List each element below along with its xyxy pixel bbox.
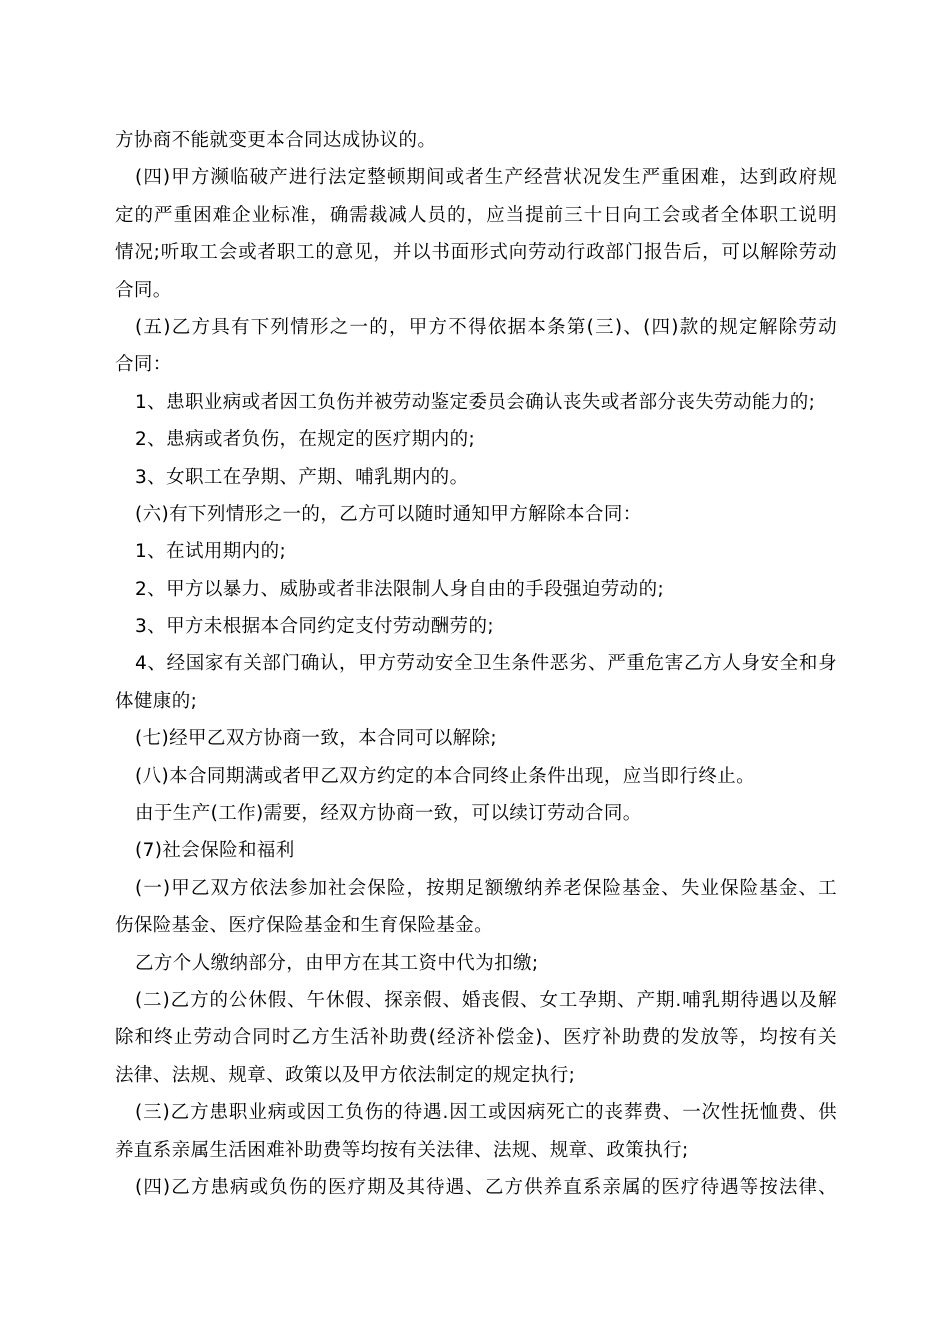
text-line: (七)经甲乙双方协商一致，本合同可以解除;: [135, 728, 498, 750]
text-line: (五)乙方具有下列情形之一的，甲方不得依据本条第(三)、(四)款的规定解除劳动: [135, 316, 837, 338]
text-line: 3、女职工在孕期、产期、哺乳期内的。: [135, 466, 469, 488]
text-line: 定的严重困难企业标准，确需裁减人员的，应当提前三十日向工会或者全体职工说明: [115, 204, 837, 226]
text-line: 乙方个人缴纳部分，由甲方在其工资中代为扣缴;: [135, 952, 539, 974]
text-line: 1、患职业病或者因工负伤并被劳动鉴定委员会确认丧失或者部分丧失劳动能力的;: [135, 391, 816, 413]
text-line: (六)有下列情形之一的，乙方可以随时通知甲方解除本合同：: [135, 503, 642, 525]
text-line: (二)乙方的公休假、午休假、探亲假、婚丧假、女工孕期、产期.哺乳期待遇以及解: [135, 989, 837, 1011]
text-line: 除和终止劳动合同时乙方生活补助费(经济补偿金)、医疗补助费的发放等，均按有关: [115, 1027, 837, 1049]
text-line: 由于生产(工作)需要，经双方协商一致，可以续订劳动合同。: [135, 803, 642, 825]
text-line: (四)甲方濒临破产进行法定整顿期间或者生产经营状况发生严重困难，达到政府规: [135, 167, 837, 189]
text-line: 养直系亲属生活困难补助费等均按有关法律、法规、规章、政策执行;: [115, 1139, 689, 1161]
text-line: 4、经国家有关部门确认，甲方劳动安全卫生条件恶劣、严重危害乙方人身安全和身: [135, 653, 837, 675]
text-line: (八)本合同期满或者甲乙双方约定的本合同终止条件出现，应当即行终止。: [135, 765, 756, 787]
text-line: 3、甲方未根据本合同约定支付劳动酬劳的;: [135, 616, 495, 638]
text-line: (三)乙方患职业病或因工负伤的待遇.因工或因病死亡的丧葬费、一次性抚恤费、供: [135, 1102, 837, 1124]
text-line: 伤保险基金、医疗保险基金和生育保险基金。: [115, 915, 494, 937]
text-line: 1、在试用期内的;: [135, 541, 287, 563]
text-line: (四)乙方患病或负伤的医疗期及其待遇、乙方供养直系亲属的医疗待遇等按法律、: [135, 1176, 837, 1198]
text-line: 方协商不能就变更本合同达成协议的。: [115, 130, 437, 151]
document-body: [115, 122, 837, 1206]
text-line: 2、甲方以暴力、威胁或者非法限制人身自由的手段强迫劳动的;: [135, 578, 665, 600]
text-line: 情况;听取工会或者职工的意见，并以书面形式向劳动行政部门报告后，可以解除劳动: [115, 242, 837, 264]
text-line: (一)甲乙双方依法参加社会保险，按期足额缴纳养老保险基金、失业保险基金、工: [135, 877, 837, 899]
text-line: (7)社会保险和福利: [135, 840, 295, 862]
text-line: 2、患病或者负伤，在规定的医疗期内的;: [135, 429, 476, 451]
text-line: 合同：: [115, 354, 172, 376]
text-line: 合同。: [115, 279, 172, 301]
text-line: 体健康的;: [115, 690, 198, 712]
text-line: 法律、法规、规章、政策以及甲方依法制定的规定执行;: [115, 1064, 576, 1086]
